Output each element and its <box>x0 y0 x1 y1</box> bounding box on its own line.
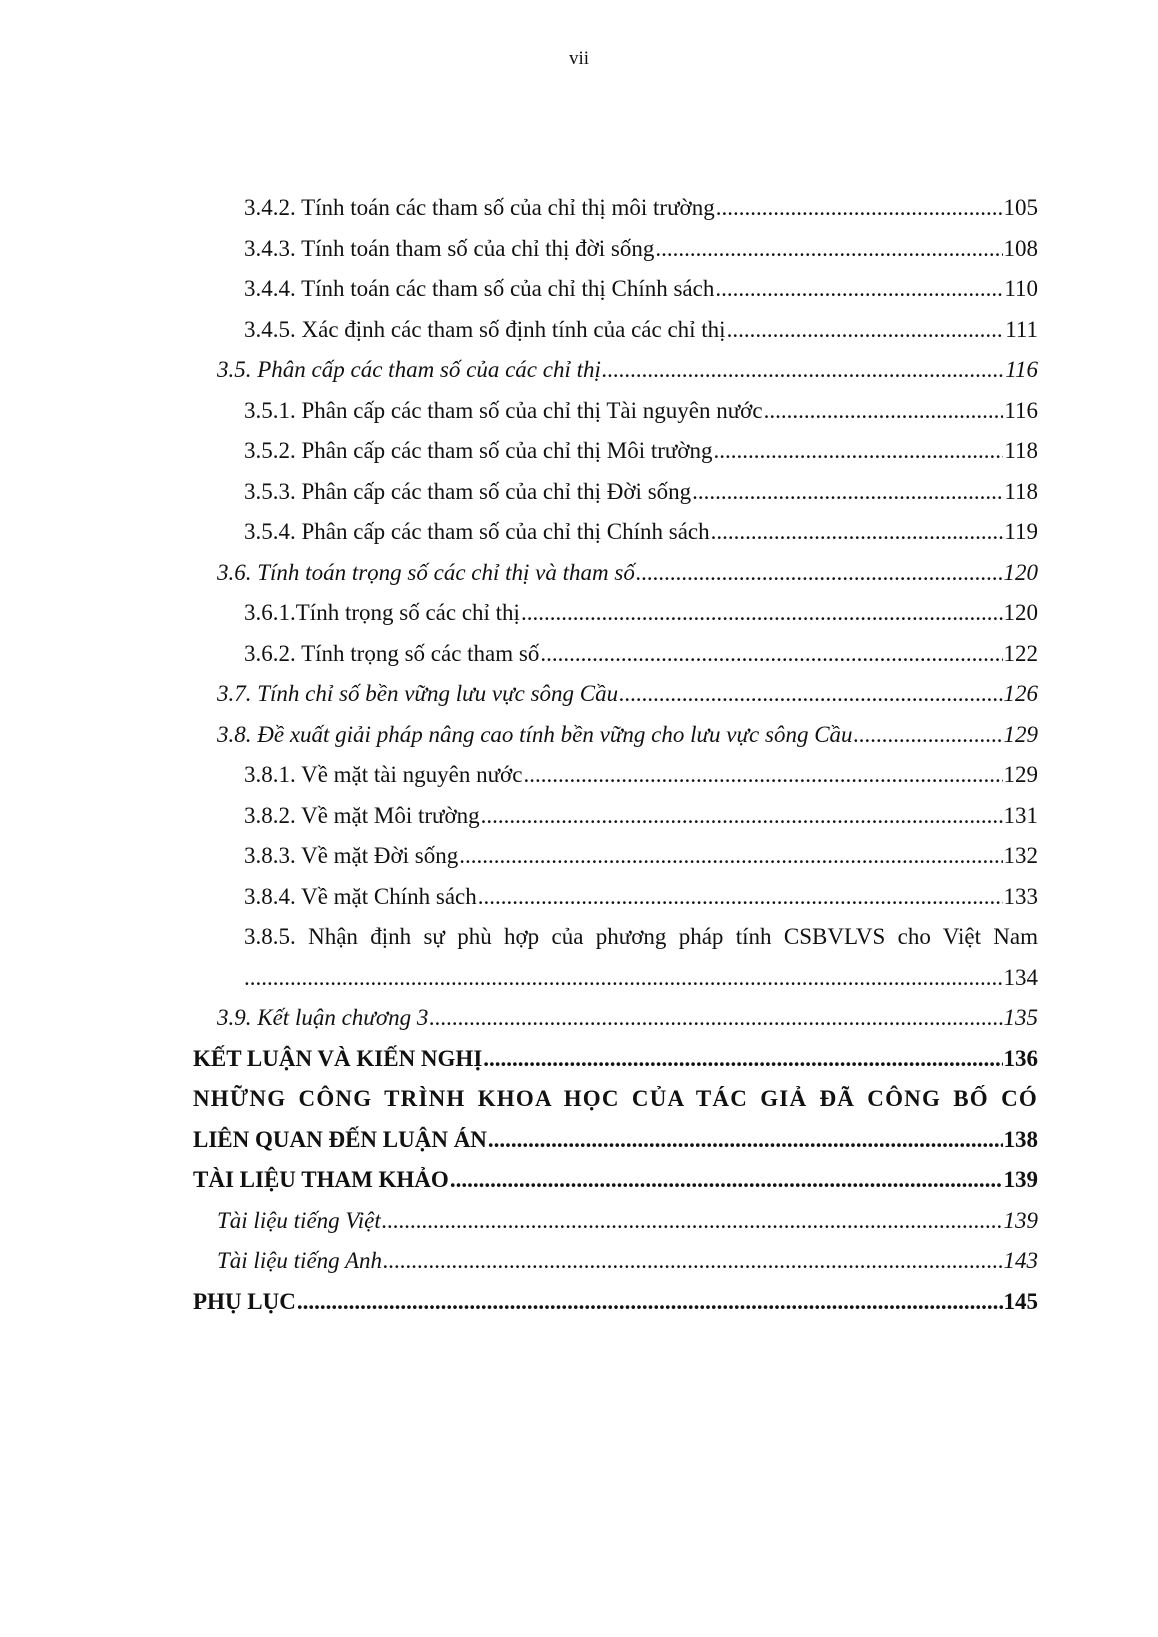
page-number: vii <box>568 48 590 69</box>
toc-entry-page: 119 <box>1004 519 1038 544</box>
toc-entry-title: 3.5.1. Phân cấp các tham số của chỉ thị Tài nguyên nước <box>244 397 763 423</box>
toc-leader-dots <box>481 796 1003 837</box>
toc-leader-dots <box>383 1241 1002 1282</box>
toc-entry-3-6[interactable] <box>193 553 1038 594</box>
toc-entry-page: 145 <box>1003 1288 1038 1314</box>
toc-entry-3-4-4[interactable] <box>193 269 1038 310</box>
toc-entry-title: 3.6.2. Tính trọng số các tham số <box>244 640 540 666</box>
toc-entry-publications[interactable] <box>193 1079 1038 1160</box>
toc-entry-conclusion[interactable] <box>193 1039 1038 1080</box>
toc-entry-page: 118 <box>1004 478 1038 504</box>
toc-leader-dots <box>854 715 1003 756</box>
toc-entry-page: 116 <box>1005 357 1038 382</box>
toc-leader-dots <box>483 1039 1002 1080</box>
toc-entry-title: 3.5.4. Phân cấp các tham số của chỉ thị Chính sách <box>244 519 710 544</box>
toc-entry-title: Tài liệu tiếng Việt <box>217 1207 381 1233</box>
toc-entry-3-4-2[interactable] <box>193 188 1038 229</box>
toc-leader-dots <box>459 836 1002 877</box>
toc-entry-3-9[interactable] <box>193 998 1038 1039</box>
toc-entry-page: 116 <box>1004 397 1038 423</box>
toc-entry-page: 139 <box>1003 1167 1038 1192</box>
toc-entry-page: 129 <box>1003 762 1038 787</box>
toc-leader-dots <box>727 310 1005 351</box>
toc-entry-3-8-2[interactable] <box>193 796 1038 837</box>
toc-entry-title: 3.6. Tính toán trọng số các chỉ thị và tham số <box>217 559 635 585</box>
toc-leader-dots <box>715 269 1003 310</box>
toc-entry-3-5-1[interactable] <box>193 391 1038 432</box>
toc-entry-3-5-4[interactable] <box>193 512 1038 553</box>
toc-entry-title: 3.5. Phân cấp các tham số của các chỉ thị <box>217 357 601 382</box>
toc-entry-page: 143 <box>1003 1248 1038 1273</box>
toc-entry-3-8-1[interactable] <box>193 755 1038 796</box>
toc-entry-title: TÀI LIỆU THAM KHẢO <box>193 1167 449 1192</box>
toc-leader-dots <box>602 350 1004 391</box>
toc-entry-page: 126 <box>1003 681 1038 706</box>
toc-entry-page: 135 <box>1003 1005 1038 1030</box>
toc-entry-references[interactable] <box>193 1160 1038 1201</box>
toc-entry-page: 120 <box>1003 600 1038 625</box>
toc-leader-dots <box>450 1160 1003 1201</box>
toc-entry-title: PHỤ LỤC <box>193 1288 296 1314</box>
toc-entry-3-8-4[interactable] <box>193 877 1038 918</box>
toc-entry-3-6-1[interactable] <box>193 593 1038 634</box>
toc-entry-page: 111 <box>1005 316 1038 342</box>
toc-entry-title: 3.8.4. Về mặt Chính sách <box>244 883 477 909</box>
table-of-contents <box>193 188 1038 1322</box>
toc-leader-dots <box>716 188 1003 229</box>
toc-leader-dots <box>478 877 1003 918</box>
toc-leader-dots <box>523 755 1002 796</box>
toc-entry-3-8-3[interactable] <box>193 836 1038 877</box>
toc-leader-dots <box>540 634 1002 675</box>
toc-entry-page: 131 <box>1003 802 1038 828</box>
toc-entry-title-line1: NHỮNG CÔNG TRÌNH KHOA HỌC CỦA TÁC GIẢ ĐÃ CÔNG BỐ CÓ <box>193 1086 1038 1111</box>
toc-leader-dots <box>714 431 1004 472</box>
toc-entry-appendix[interactable] <box>193 1282 1038 1323</box>
toc-entry-references-vietnamese[interactable] <box>193 1201 1038 1242</box>
toc-leader-dots <box>619 674 1002 715</box>
toc-entry-page: 129 <box>1003 721 1038 747</box>
toc-entry-page: 118 <box>1004 438 1038 463</box>
toc-entry-title: 3.8.2. Về mặt Môi trường <box>244 802 480 828</box>
toc-entry-title: 3.4.3. Tính toán tham số của chỉ thị đời sống <box>244 235 655 261</box>
toc-entry-3-5[interactable] <box>193 350 1038 391</box>
toc-entry-title: 3.4.5. Xác định các tham số định tính của các chỉ thị <box>244 316 726 342</box>
toc-entry-3-7[interactable] <box>193 674 1038 715</box>
toc-entry-page: 105 <box>1003 195 1038 220</box>
toc-leader-dots <box>488 1120 1003 1161</box>
toc-leader-dots <box>244 958 1003 999</box>
toc-entry-title: 3.4.2. Tính toán các tham số của chỉ thị môi trường <box>244 195 715 220</box>
toc-entry-title: 3.7. Tính chỉ số bền vững lưu vực sông Cầu <box>217 681 619 706</box>
toc-entry-page: 133 <box>1003 883 1038 909</box>
toc-entry-title: 3.8.1. Về mặt tài nguyên nước <box>244 762 523 787</box>
toc-entry-3-4-5[interactable] <box>193 310 1038 351</box>
toc-leader-dots <box>711 512 1004 553</box>
toc-entry-title: 3.8.5. Nhận định sự phù hợp của phương pháp tính CSBVLVS cho Việt Nam <box>244 924 1038 949</box>
toc-leader-dots <box>382 1201 1003 1242</box>
toc-entry-page: 136 <box>1003 1045 1038 1071</box>
toc-entry-title: 3.5.2. Phân cấp các tham số của chỉ thị Môi trường <box>244 438 713 463</box>
toc-entry-3-4-3[interactable] <box>193 229 1038 270</box>
toc-leader-dots <box>297 1282 1003 1323</box>
toc-entry-title: 3.6.1.Tính trọng số các chỉ thị <box>244 600 520 625</box>
toc-leader-dots <box>636 553 1003 594</box>
toc-entry-title: Tài liệu tiếng Anh <box>217 1248 383 1273</box>
toc-entry-title: 3.4.4. Tính toán các tham số của chỉ thị Chính sách <box>244 276 715 301</box>
toc-entry-3-8[interactable] <box>193 715 1038 756</box>
toc-entry-title-line2: LIÊN QUAN ĐẾN LUẬN ÁN <box>193 1126 487 1152</box>
toc-entry-title: KẾT LUẬN VÀ KIẾN NGHỊ <box>193 1045 483 1071</box>
toc-entry-references-english[interactable] <box>193 1241 1038 1282</box>
toc-entry-title: 3.5.3. Phân cấp các tham số của chỉ thị Đời sống <box>244 478 692 504</box>
toc-entry-page: 132 <box>1003 843 1038 868</box>
toc-entry-title: 3.8.3. Về mặt Đời sống <box>244 843 459 868</box>
toc-entry-title: 3.9. Kết luận chương 3 <box>217 1005 429 1030</box>
toc-entry-page: 138 <box>1003 1126 1038 1152</box>
toc-entry-page: 139 <box>1003 1207 1038 1233</box>
toc-entry-3-5-2[interactable] <box>193 431 1038 472</box>
toc-entry-page: 134 <box>1003 964 1038 990</box>
toc-leader-dots <box>692 472 1003 513</box>
toc-leader-dots <box>521 593 1003 634</box>
toc-entry-3-5-3[interactable] <box>193 472 1038 513</box>
toc-leader-dots <box>655 229 1002 270</box>
toc-entry-page: 120 <box>1003 559 1038 585</box>
toc-entry-3-8-5[interactable] <box>193 917 1038 998</box>
toc-leader-dots <box>764 391 1004 432</box>
toc-entry-title: 3.8. Đề xuất giải pháp nâng cao tính bền vững cho lưu vực sông Cầu <box>217 721 853 747</box>
toc-leader-dots <box>429 998 1002 1039</box>
toc-entry-3-6-2[interactable] <box>193 634 1038 675</box>
toc-entry-page: 108 <box>1003 235 1038 261</box>
toc-entry-page: 110 <box>1004 276 1038 301</box>
toc-entry-page: 122 <box>1003 640 1038 666</box>
